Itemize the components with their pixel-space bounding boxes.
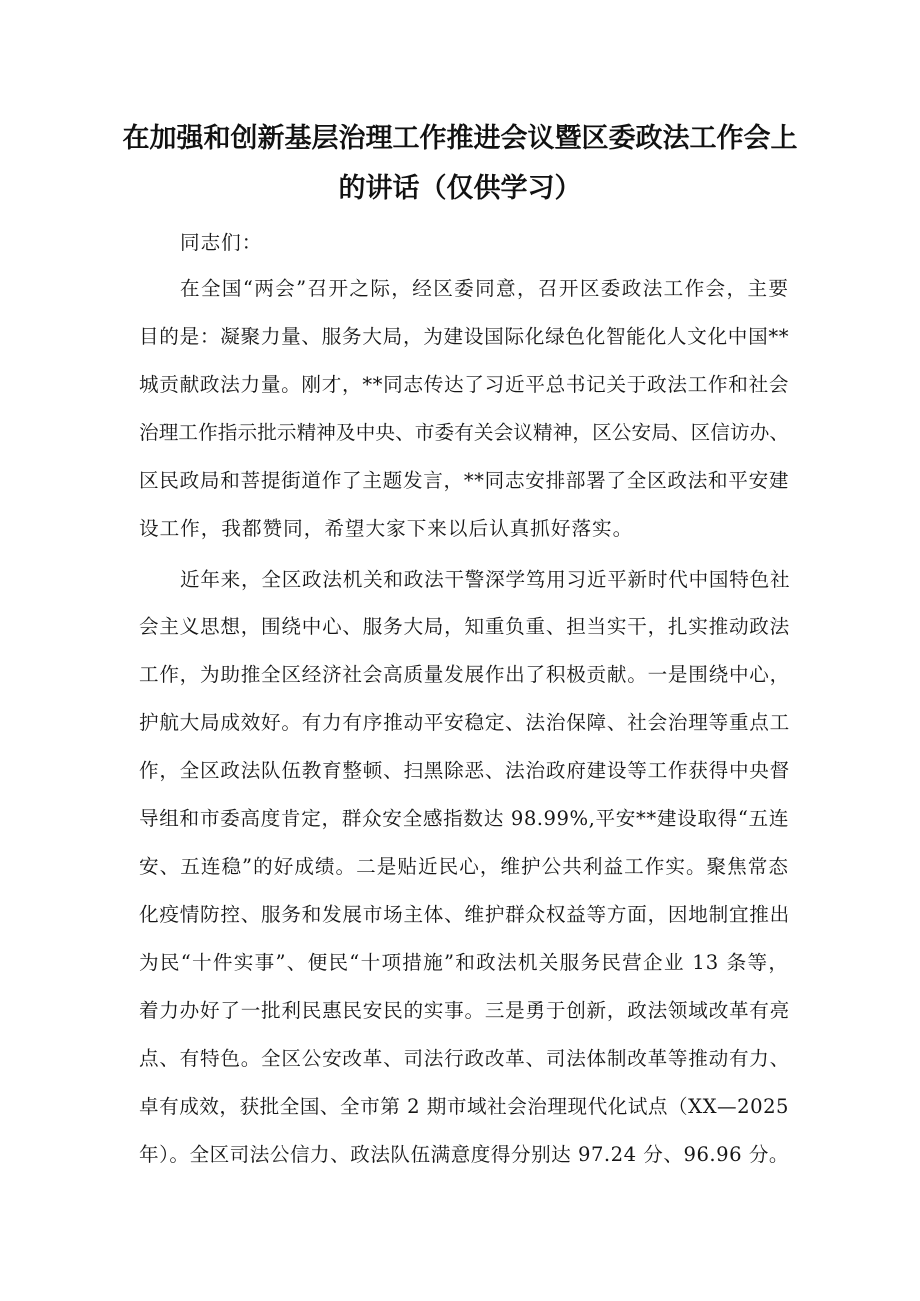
paragraph-2-line: 为民“十件实事”、便民“十项措施”和政法机关服务民营企业 13 条等， [139,951,789,974]
paragraph-2-line: 近年来，全区政法机关和政法干警深学笃用习近平新时代中国特色社 [180,568,791,591]
paragraph-2-line: 年）。全区司法公信力、政法队伍满意度得分别达 97.24 分、96.96 分。 [139,1143,790,1166]
paragraph-2-line: 护航大局成效好。有力有序推动平安稳定、法治保障、社会治理等重点工 [139,711,790,734]
document-title-line-2: 的讲话（仅供学习） [338,173,582,204]
paragraph-2-line: 化疫情防控、服务和发展市场主体、维护群众权益等方面，因地制宜推出 [139,903,790,926]
paragraph-1-line: 目的是：凝聚力量、服务大局，为建设国际化绿色化智能化人文化中国** [139,325,789,348]
paragraph-2-line: 作，全区政法队伍教育整顿、扫黑除恶、法治政府建设等工作获得中央督 [139,759,790,782]
paragraph-1-line: 区民政局和菩提街道作了主题发言，**同志安排部署了全区政法和平安建 [139,469,789,492]
paragraph-2-line: 安、五连稳”的好成绩。二是贴近民心，维护公共利益工作实。聚焦常态 [139,855,789,878]
paragraph-2-line: 卓有成效，获批全国、全市第 2 期市域社会治理现代化试点（XX—2025 [139,1095,789,1118]
salutation: 同志们： [180,231,263,254]
paragraph-2-line: 点、有特色。全区公安改革、司法行政改革、司法体制改革等推动有力、 [139,1047,790,1070]
paragraph-2-line: 工作，为助推全区经济社会高质量发展作出了积极贡献。一是围绕中心， [139,663,790,686]
paragraph-1-line: 城贡献政法力量。刚才，**同志传达了习近平总书记关于政法工作和社会 [139,373,789,396]
document-title-line-1: 在加强和创新基层治理工作推进会议暨区委政法工作会上 [122,123,798,154]
paragraph-2-line: 会主义思想，围绕中心、服务大局，知重负重、担当实干，扎实推动政法 [139,615,790,638]
paragraph-1-line: 在全国“两会”召开之际，经区委同意，召开区委政法工作会，主要 [180,277,789,300]
paragraph-1-line: 治理工作指示批示精神及中央、市委有关会议精神，区公安局、区信访办、 [139,421,789,444]
paragraph-2-line: 着力办好了一批利民惠民安民的实事。三是勇于创新，政法领域改革有亮 [139,999,790,1022]
paragraph-2-line: 导组和市委高度肯定，群众安全感指数达 98.99%,平安**建设取得“五连 [139,807,789,830]
paragraph-1-line: 设工作，我都赞同，希望大家下来以后认真抓好落实。 [139,517,634,540]
